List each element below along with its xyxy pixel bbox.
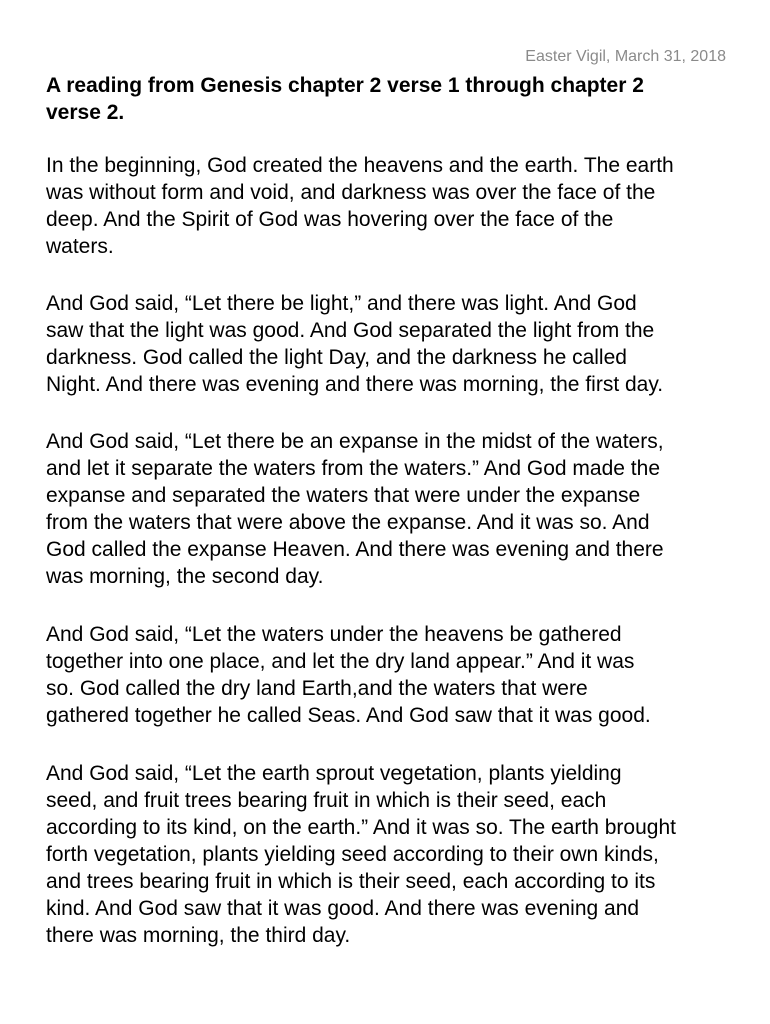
title-line: A reading from Genesis chapter 2 verse 1 through chapter 2 [46,74,644,97]
text-line: together into one place, and let the dry land appear.” And it was [46,650,635,673]
paragraph-second-day [46,428,746,590]
header-date: Easter Vigil, March 31, 2018 [525,48,726,65]
text-line: from the waters that were above the expanse. And it was so. And [46,511,650,534]
text-line: God called the expanse Heaven. And there was evening and there [46,538,664,561]
text-line: And God said, “Let the earth sprout vegetation, plants yielding [46,762,622,785]
text-line: waters. [46,235,114,258]
text-line: forth vegetation, plants yielding seed according to their own kinds, [46,843,659,866]
text-line: and trees bearing fruit in which is their seed, each according to its [46,870,656,893]
text-line: And God said, “Let there be an expanse in the midst of the waters, [46,430,664,453]
paragraph-first-day [46,290,746,398]
text-line: And God said, “Let the waters under the heavens be gathered [46,623,622,646]
text-line: Night. And there was evening and there was morning, the first day. [46,373,664,396]
paragraph-third-day [46,760,746,949]
text-line: was without form and void, and darkness was over the face of the [46,181,656,204]
paragraph-dry-land [46,621,746,729]
text-line: expanse and separated the waters that were under the expanse [46,484,641,507]
text-line: seed, and fruit trees bearing fruit in which is their seed, each [46,789,607,812]
text-line: was morning, the second day. [46,565,324,588]
text-line: saw that the light was good. And God separated the light from the [46,319,655,342]
paragraph-creation-heavens-earth [46,152,746,260]
text-line: and let it separate the waters from the waters.” And God made the [46,457,660,480]
text-line: kind. And God saw that it was good. And there was evening and [46,897,640,920]
title-line: verse 2. [46,101,125,124]
text-line: deep. And the Spirit of God was hovering over the face of the [46,208,614,231]
text-line: And God said, “Let there be light,” and there was light. And God [46,292,637,315]
text-line: there was morning, the third day. [46,924,351,947]
text-line: In the beginning, God created the heavens and the earth. The earth [46,154,674,177]
reading-title [46,72,736,126]
text-line: according to its kind, on the earth.” And it was so. The earth brought [46,816,676,839]
text-line: darkness. God called the light Day, and the darkness he called [46,346,627,369]
text-line: gathered together he called Seas. And God saw that it was good. [46,704,651,727]
text-line: so. God called the dry land Earth,and the waters that were [46,677,588,700]
